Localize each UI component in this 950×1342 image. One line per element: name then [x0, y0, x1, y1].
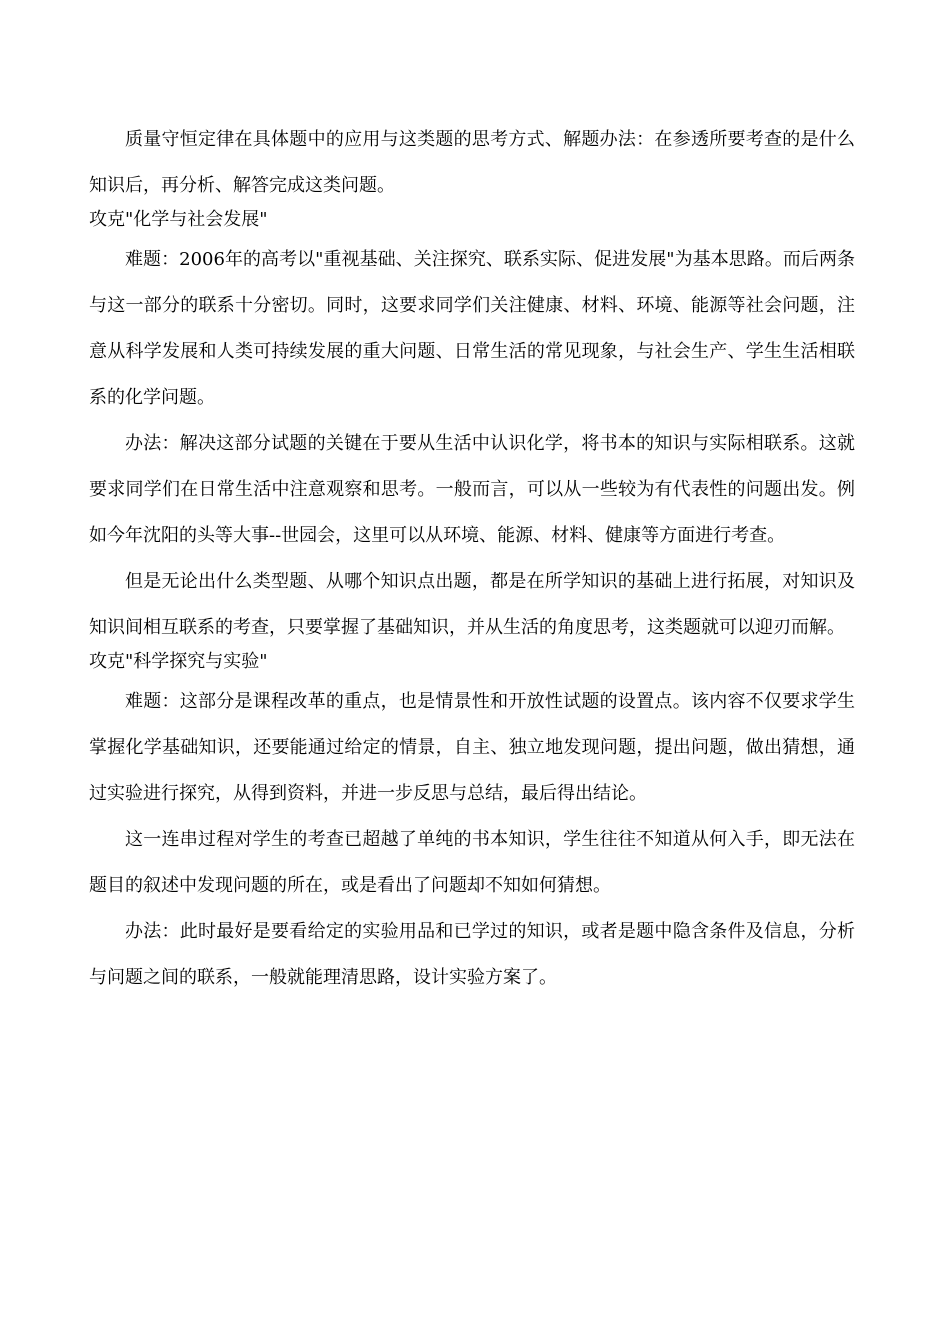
paragraph-society-method: 办法：解决这部分试题的关键在于要从生活中认识化学，将书本的知识与实际相联系。这就要求同学们在日常生活中注意观察和思考。一般而言，可以从一些较为有代表性的问题出发。例如今年沈阳的头等大事--世园会，这里可以从环境、能源、材料、健康等方面进行考查。	[89, 433, 855, 546]
paragraph-inquiry-challenge: 这一连串过程对学生的考查已超越了单纯的书本知识，学生往往不知道从何入手，即无法在题目的叙述中发现问题的所在，或是看出了问题却不知如何猜想。	[89, 829, 855, 896]
section-heading-chemistry-and-society: 攻克"化学与社会发展"	[89, 209, 268, 230]
section-heading-inquiry-and-experiment: 攻克"科学探究与实验"	[89, 651, 268, 672]
paragraph-society-difficulty: 难题：2006年的高考以"重视基础、关注探究、联系实际、促进发展"为基本思路。而后两条与这一部分的联系十分密切。同时，这要求同学们关注健康、材料、环境、能源等社会问题，注意从科学发展和人类可持续发展的重大问题、日常生活的常见现象，与社会生产、学生生活相联系的化学问题。	[89, 249, 855, 408]
document-body	[89, 117, 855, 1001]
paragraph-inquiry-method: 办法：此时最好是要看给定的实验用品和已学过的知识，或者是题中隐含条件及信息，分析与问题之间的联系，一般就能理清思路，设计实验方案了。	[89, 921, 855, 988]
paragraph-inquiry-difficulty: 难题：这部分是课程改革的重点，也是情景性和开放性试题的设置点。该内容不仅要求学生掌握化学基础知识，还要能通过给定的情景，自主、独立地发现问题，提出问题，做出猜想，通过实验进行探究，从得到资料，并进一步反思与总结，最后得出结论。	[89, 691, 855, 804]
paragraph-society-summary: 但是无论出什么类型题、从哪个知识点出题，都是在所学知识的基础上进行拓展，对知识及知识间相互联系的考查，只要掌握了基础知识，并从生活的角度思考，这类题就可以迎刃而解。	[89, 571, 855, 638]
paragraph-conservation-of-mass: 质量守恒定律在具体题中的应用与这类题的思考方式、解题办法：在参透所要考查的是什么知识后，再分析、解答完成这类问题。	[89, 129, 855, 196]
